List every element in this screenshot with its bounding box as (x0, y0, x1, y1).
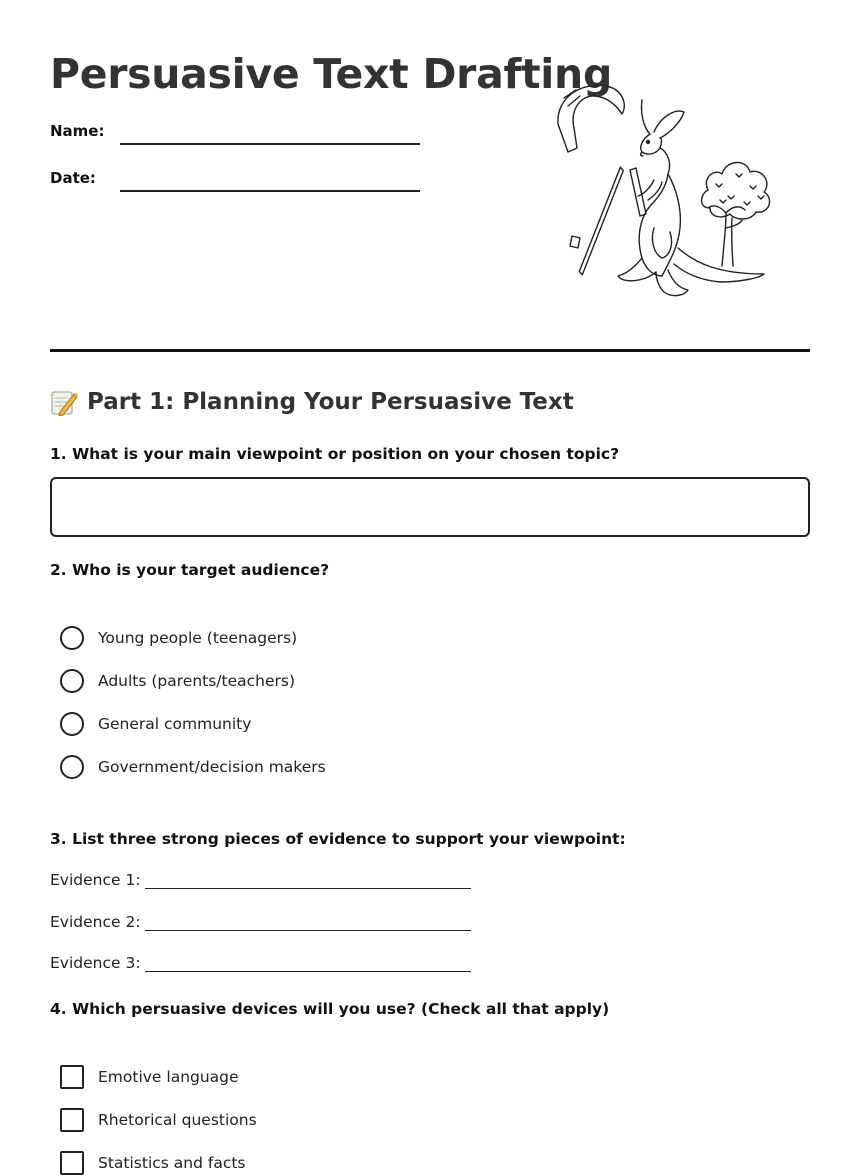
option-label: Emotive language (98, 1068, 239, 1086)
radio-button[interactable] (60, 626, 84, 650)
viewpoint-textarea[interactable] (50, 477, 810, 537)
part1-heading-text: Part 1: Planning Your Persuasive Text (87, 389, 574, 415)
question-3: 3. List three strong pieces of evidence to support your viewpoint: (50, 830, 626, 848)
date-label: Date: (50, 169, 96, 187)
date-field[interactable] (120, 190, 420, 192)
evidence-1-row (50, 871, 471, 889)
stick-icon (578, 167, 625, 275)
option-label: Rhetorical questions (98, 1111, 257, 1129)
question-4: 4. Which persuasive devices will you use? (Check all that apply) (50, 1000, 610, 1018)
question-2: 2. Who is your target audience? (50, 561, 330, 579)
evidence-1-field[interactable] (145, 874, 471, 889)
checkbox[interactable] (60, 1108, 84, 1132)
option-label: Adults (parents/teachers) (98, 672, 296, 690)
name-label: Name: (50, 122, 105, 140)
device-option-statistics[interactable] (60, 1150, 246, 1176)
option-label: Statistics and facts (98, 1154, 246, 1172)
page-title: Persuasive Text Drafting (50, 50, 612, 98)
checkbox[interactable] (60, 1065, 84, 1089)
option-label: Government/decision makers (98, 758, 326, 776)
checkbox[interactable] (60, 1151, 84, 1175)
evidence-3-field[interactable] (145, 957, 471, 972)
part1-heading (50, 388, 574, 416)
pencil-memo-icon (50, 388, 78, 416)
radio-button[interactable] (60, 712, 84, 736)
kangaroo-illustration (550, 78, 790, 304)
evidence-label: Evidence 3: (50, 954, 141, 972)
option-label: Young people (teenagers) (98, 629, 298, 647)
audience-option-adults[interactable] (60, 668, 295, 694)
section-divider (50, 349, 810, 352)
evidence-label: Evidence 1: (50, 871, 141, 889)
audience-option-community[interactable] (60, 711, 251, 737)
question-1: 1. What is your main viewpoint or position on your chosen topic? (50, 445, 620, 463)
evidence-3-row (50, 954, 471, 972)
audience-option-teenagers[interactable] (60, 625, 297, 651)
device-option-emotive[interactable] (60, 1064, 239, 1090)
name-field[interactable] (120, 143, 420, 145)
radio-button[interactable] (60, 755, 84, 779)
device-option-rhetorical[interactable] (60, 1107, 257, 1133)
evidence-2-field[interactable] (145, 916, 471, 931)
evidence-label: Evidence 2: (50, 913, 141, 931)
option-label: General community (98, 715, 252, 733)
radio-button[interactable] (60, 669, 84, 693)
kangaroo-icon (618, 100, 764, 296)
audience-option-government[interactable] (60, 754, 326, 780)
evidence-2-row (50, 913, 471, 931)
tree-icon (702, 162, 770, 266)
